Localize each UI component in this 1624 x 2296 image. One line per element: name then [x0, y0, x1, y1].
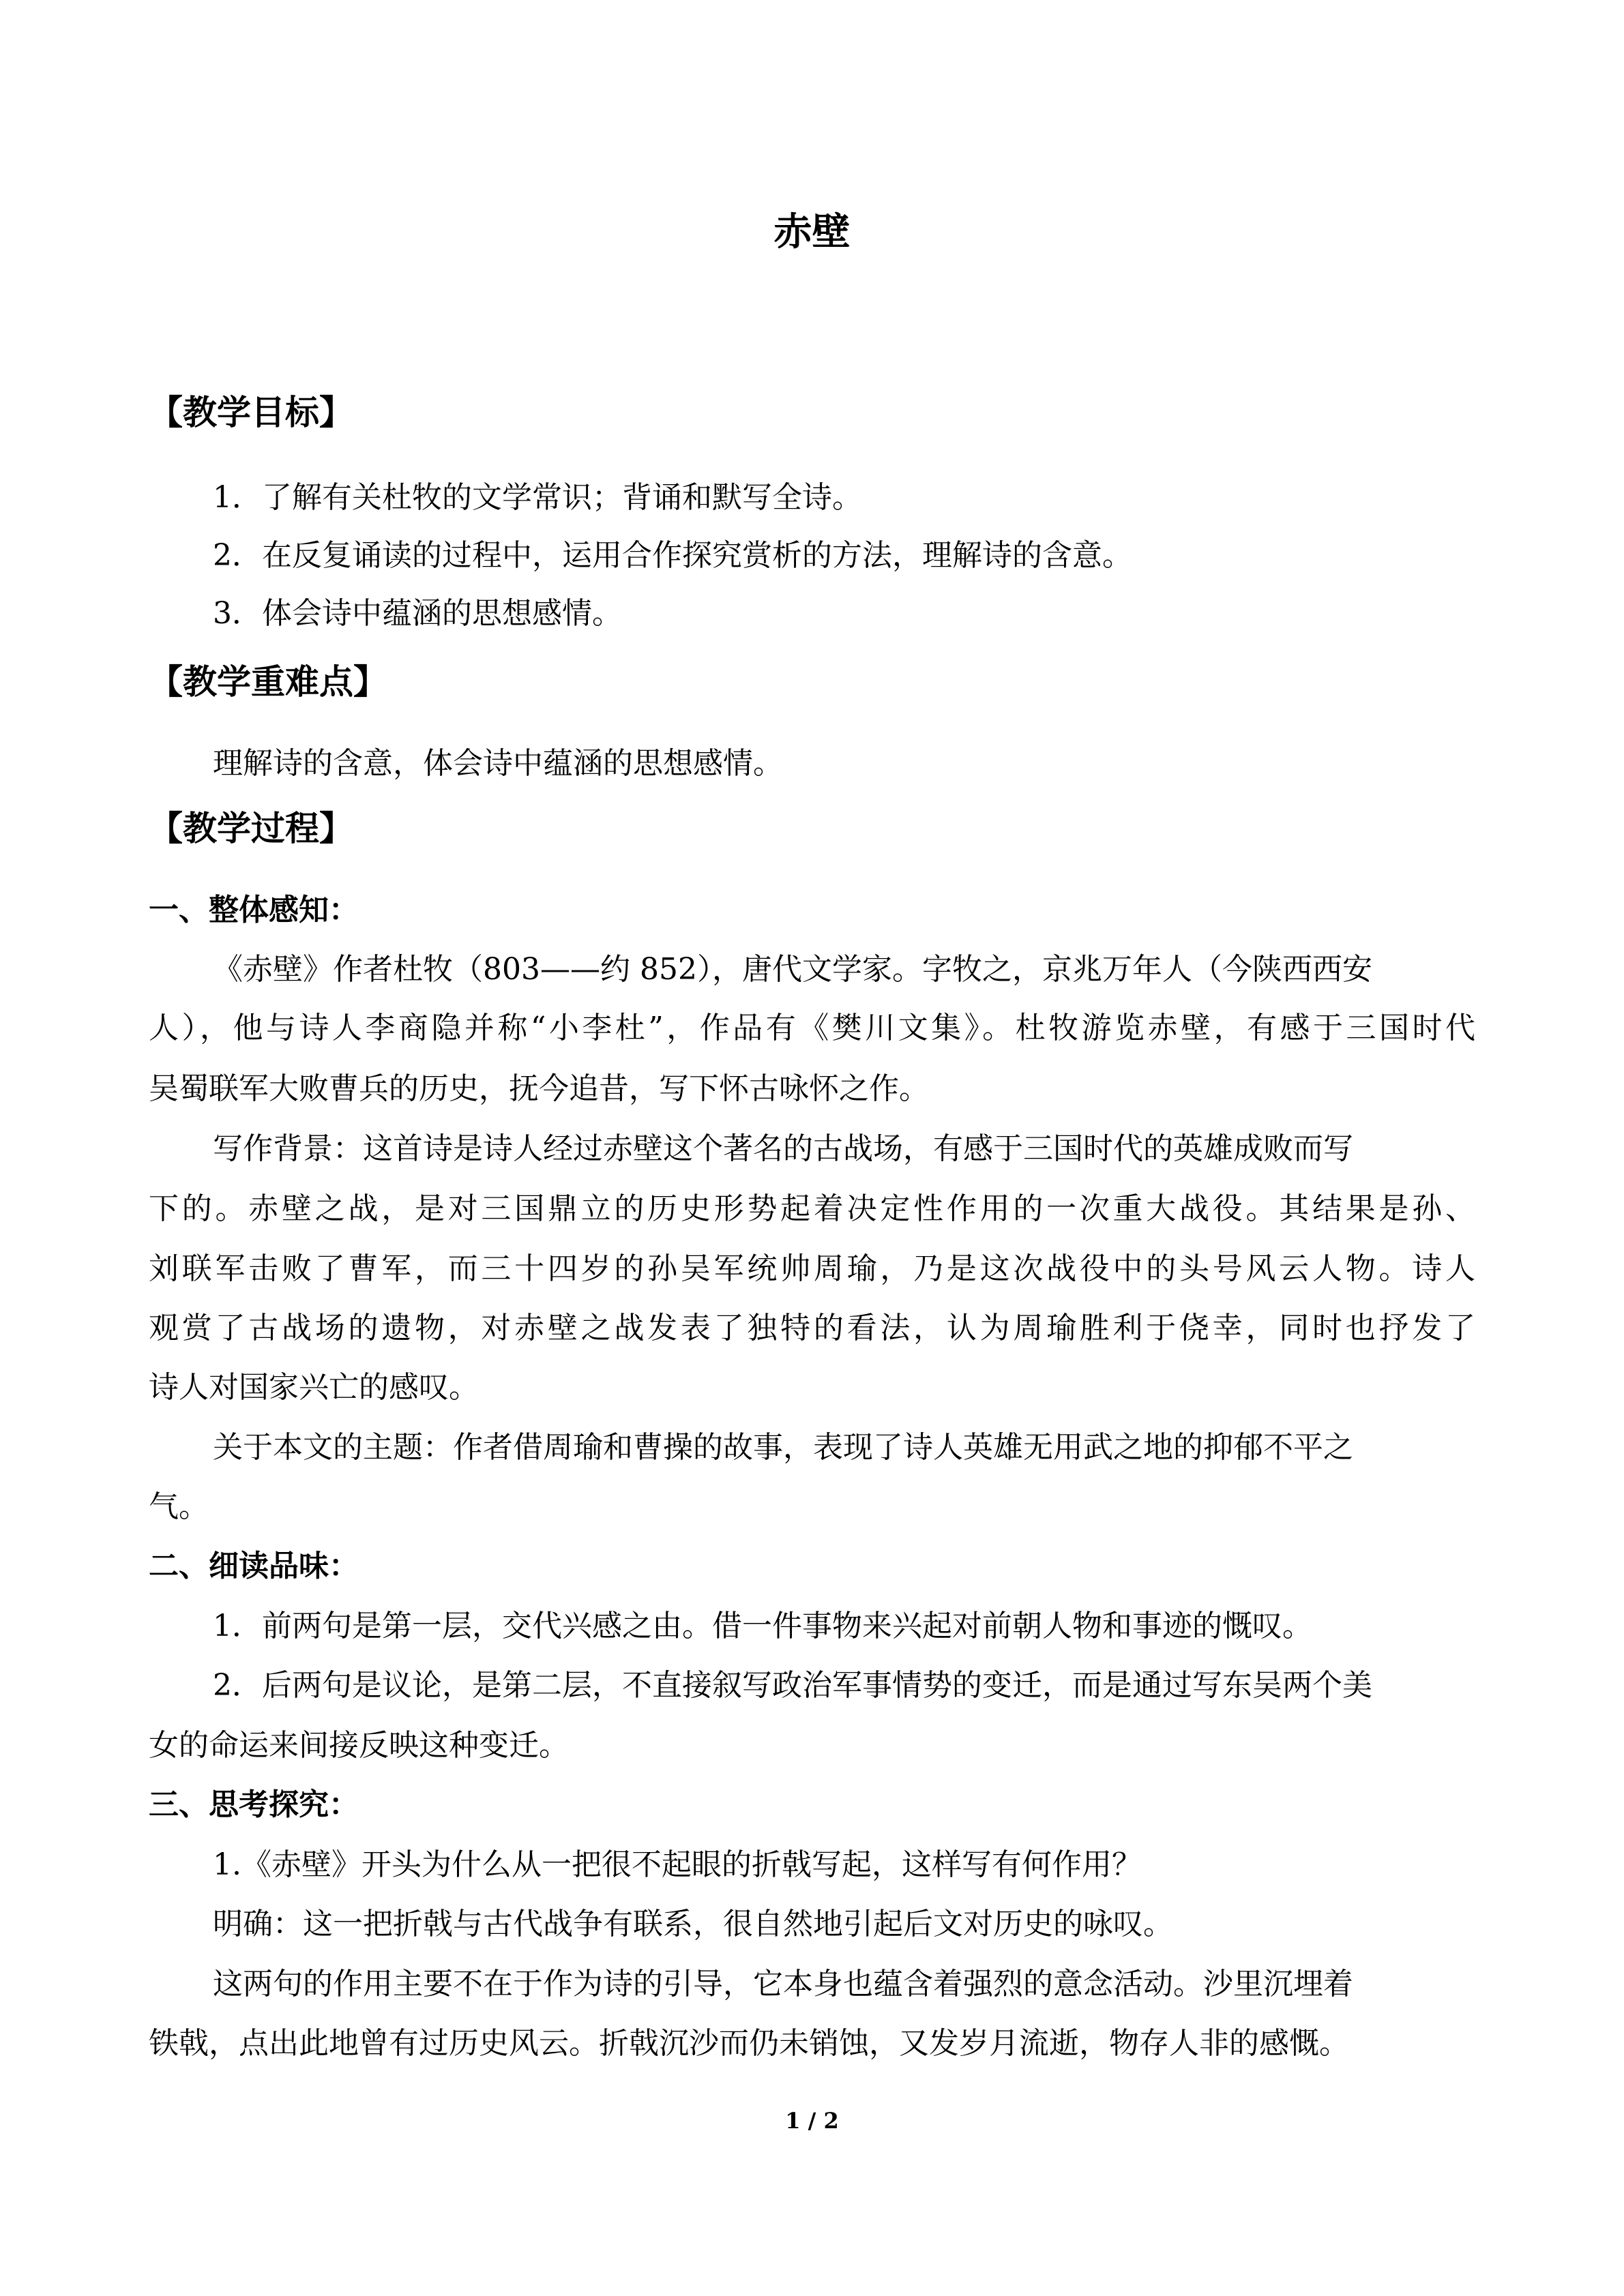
objective-item-1: 1．了解有关杜牧的文学常识；背诵和默写全诗。: [213, 480, 862, 515]
part2-heading: 二、细读品味：: [149, 1549, 359, 1583]
objective-item-2: 2．在反复诵读的过程中，运用合作探究赏析的方法，理解诗的含意。: [213, 538, 1132, 573]
document-title: 赤壁: [773, 209, 851, 254]
keypoints-heading: 【教学重难点】: [149, 662, 387, 702]
part1-p1-line-3: 吴蜀联军大败曹兵的历史，抚今追昔，写下怀古咏怀之作。: [149, 1071, 929, 1106]
objective-item-3: 3．体会诗中蕴涵的思想感情。: [213, 596, 622, 631]
part1-p2-line-1: 写作背景：这首诗是诗人经过赤壁这个著名的古战场，有感于三国时代的英雄成败而写: [213, 1131, 1353, 1166]
part3-p-line-1: 这两句的作用主要不在于作为诗的引导，它本身也蕴含着强烈的意念活动。沙里沉埋着: [213, 1967, 1353, 2001]
process-heading: 【教学过程】: [149, 809, 353, 848]
part3-answer-1: 明确：这一把折戟与古代战争有联系，很自然地引起后文对历史的咏叹。: [213, 1907, 1173, 1941]
part1-p2-line-2: 下的。赤壁之战，是对三国鼎立的历史形势起着决定性作用的一次重大战役。其结果是孙、: [149, 1191, 1475, 1226]
part1-p2-line-3: 刘联军击败了曹军，而三十四岁的孙吴军统帅周瑜，乃是这次战役中的头号风云人物。诗人: [149, 1251, 1475, 1286]
part1-p1-line-2: 人），他与诗人李商隐并称“小李杜”，作品有《樊川文集》。杜牧游览赤壁，有感于三国时代: [149, 1011, 1475, 1045]
part1-p3-line-1: 关于本文的主题：作者借周瑜和曹操的故事，表现了诗人英雄无用武之地的抑郁不平之: [213, 1430, 1353, 1465]
part1-heading: 一、整体感知：: [149, 893, 359, 927]
part1-p3-line-2: 气。: [149, 1489, 209, 1524]
part2-item-2-line-2: 女的命运来间接反映这种变迁。: [149, 1728, 569, 1763]
part2-item-2-line-1: 2．后两句是议论，是第二层，不直接叙写政治军事情势的变迁，而是通过写东吴两个美: [213, 1668, 1372, 1703]
keypoints-text: 理解诗的含意，体会诗中蕴涵的思想感情。: [213, 746, 783, 781]
page-number: 1 / 2: [785, 2108, 839, 2134]
part3-question-1: 1.《赤壁》开头为什么从一把很不起眼的折戟写起，这样写有何作用？: [213, 1847, 1142, 1882]
part3-p-line-2: 铁戟，点出此地曾有过历史风云。折戟沉沙而仍未销蚀，又发岁月流逝，物存人非的感慨。: [149, 2026, 1349, 2061]
part1-p2-line-5: 诗人对国家兴亡的感叹。: [149, 1370, 479, 1405]
objectives-heading: 【教学目标】: [149, 393, 353, 432]
part1-p2-line-4: 观赏了古战场的遗物，对赤壁之战发表了独特的看法，认为周瑜胜利于侥幸，同时也抒发了: [149, 1311, 1475, 1345]
part3-heading: 三、思考探究：: [149, 1787, 359, 1822]
part1-p1-line-1: 《赤壁》作者杜牧（803——约 852），唐代文学家。字牧之，京兆万年人（今陕西西安: [213, 952, 1372, 987]
part2-item-1: 1．前两句是第一层，交代兴感之由。借一件事物来兴起对前朝人物和事迹的慨叹。: [213, 1609, 1312, 1643]
